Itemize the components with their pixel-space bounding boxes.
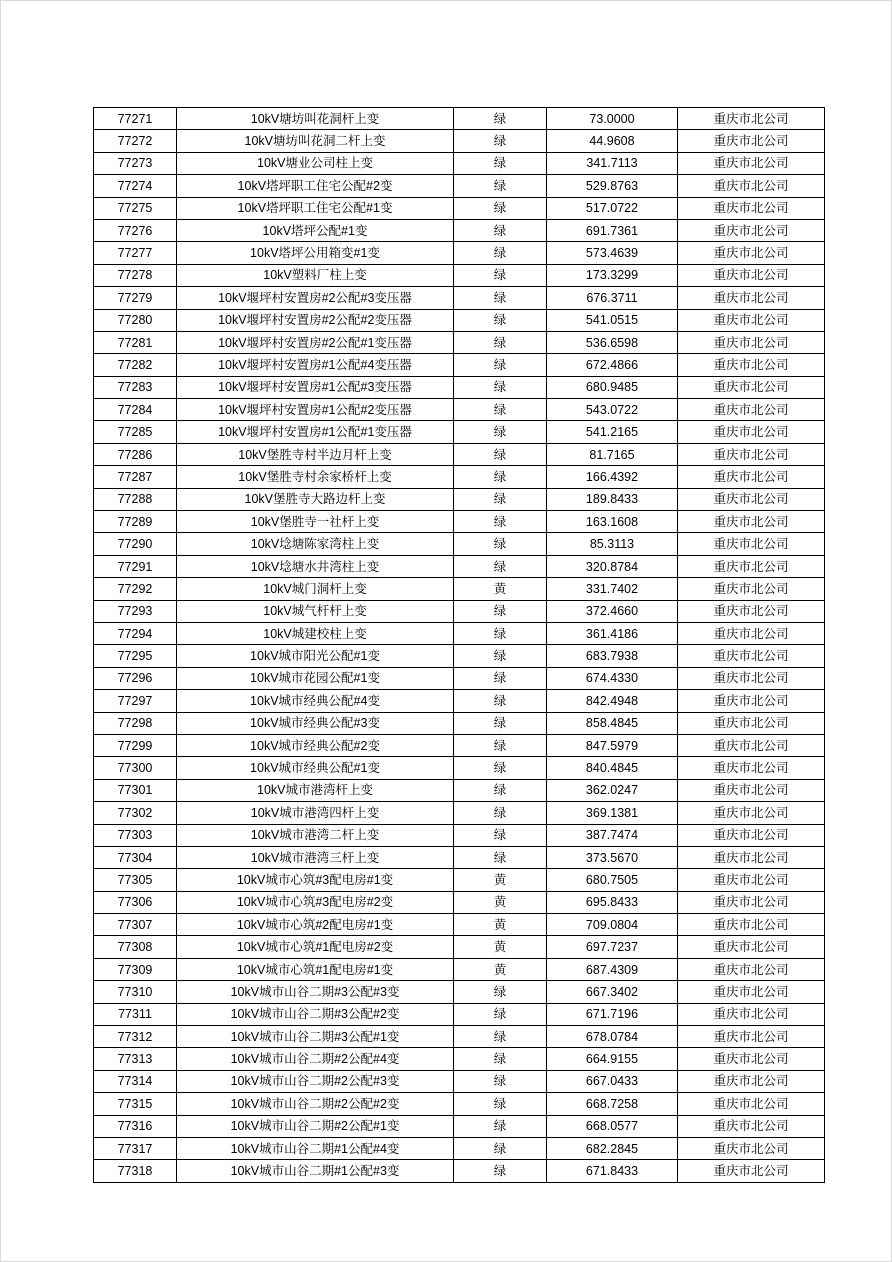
data-table-container [93, 107, 801, 1183]
table-row [94, 712, 825, 734]
cell-color: 绿 [454, 667, 547, 689]
table-row [94, 1093, 825, 1115]
cell-id: 77318 [94, 1160, 177, 1182]
cell-id: 77307 [94, 914, 177, 936]
table-row [94, 399, 825, 421]
table-row [94, 488, 825, 510]
cell-value: 387.7474 [547, 824, 678, 846]
cell-value: 517.0722 [547, 197, 678, 219]
cell-name: 10kV城市经典公配#4变 [177, 690, 454, 712]
table-row [94, 1070, 825, 1092]
table-row [94, 1048, 825, 1070]
cell-name: 10kV城市山谷二期#3公配#2变 [177, 1003, 454, 1025]
cell-value: 166.4392 [547, 466, 678, 488]
cell-color: 绿 [454, 1093, 547, 1115]
cell-name: 10kV埝塘陈家湾柱上变 [177, 533, 454, 555]
cell-value: 81.7165 [547, 443, 678, 465]
cell-color: 黄 [454, 869, 547, 891]
cell-company: 重庆市北公司 [678, 645, 825, 667]
cell-value: 361.4186 [547, 622, 678, 644]
cell-name: 10kV堰坪村安置房#1公配#4变压器 [177, 354, 454, 376]
cell-id: 77305 [94, 869, 177, 891]
cell-name: 10kV堰坪村安置房#2公配#3变压器 [177, 287, 454, 309]
cell-value: 536.6598 [547, 331, 678, 353]
table-row [94, 757, 825, 779]
cell-name: 10kV城市经典公配#1变 [177, 757, 454, 779]
table-row [94, 958, 825, 980]
table-row [94, 824, 825, 846]
cell-name: 10kV城市山谷二期#2公配#2变 [177, 1093, 454, 1115]
cell-id: 77317 [94, 1137, 177, 1159]
cell-name: 10kV城市心筑#1配电房#1变 [177, 958, 454, 980]
cell-id: 77279 [94, 287, 177, 309]
cell-color: 绿 [454, 287, 547, 309]
cell-color: 绿 [454, 264, 547, 286]
cell-value: 847.5979 [547, 734, 678, 756]
cell-color: 绿 [454, 645, 547, 667]
cell-color: 黄 [454, 936, 547, 958]
cell-id: 77308 [94, 936, 177, 958]
table-row [94, 242, 825, 264]
cell-color: 黄 [454, 958, 547, 980]
cell-name: 10kV城市山谷二期#3公配#1变 [177, 1026, 454, 1048]
table-row [94, 667, 825, 689]
cell-value: 44.9608 [547, 130, 678, 152]
cell-color: 绿 [454, 1160, 547, 1182]
table-row [94, 981, 825, 1003]
cell-id: 77277 [94, 242, 177, 264]
cell-company: 重庆市北公司 [678, 309, 825, 331]
cell-value: 320.8784 [547, 555, 678, 577]
cell-color: 绿 [454, 511, 547, 533]
cell-name: 10kV城市山谷二期#3公配#3变 [177, 981, 454, 1003]
cell-name: 10kV堰坪村安置房#1公配#2变压器 [177, 399, 454, 421]
cell-color: 绿 [454, 1026, 547, 1048]
cell-value: 697.7237 [547, 936, 678, 958]
transformer-data-table [93, 107, 825, 1183]
cell-value: 691.7361 [547, 219, 678, 241]
cell-id: 77292 [94, 578, 177, 600]
cell-color: 绿 [454, 555, 547, 577]
cell-company: 重庆市北公司 [678, 443, 825, 465]
cell-name: 10kV城建校柱上变 [177, 622, 454, 644]
cell-color: 绿 [454, 130, 547, 152]
cell-company: 重庆市北公司 [678, 757, 825, 779]
table-row [94, 645, 825, 667]
cell-id: 77276 [94, 219, 177, 241]
cell-id: 77310 [94, 981, 177, 1003]
cell-name: 10kV城市经典公配#3变 [177, 712, 454, 734]
cell-color: 绿 [454, 175, 547, 197]
cell-color: 绿 [454, 309, 547, 331]
cell-value: 373.5670 [547, 846, 678, 868]
cell-company: 重庆市北公司 [678, 734, 825, 756]
cell-id: 77297 [94, 690, 177, 712]
cell-value: 668.7258 [547, 1093, 678, 1115]
cell-value: 341.7113 [547, 152, 678, 174]
cell-color: 黄 [454, 578, 547, 600]
table-row [94, 891, 825, 913]
cell-id: 77278 [94, 264, 177, 286]
table-row [94, 622, 825, 644]
cell-color: 绿 [454, 242, 547, 264]
cell-color: 绿 [454, 1048, 547, 1070]
cell-color: 绿 [454, 399, 547, 421]
cell-name: 10kV塔坪职工住宅公配#2变 [177, 175, 454, 197]
cell-value: 678.0784 [547, 1026, 678, 1048]
cell-value: 85.3113 [547, 533, 678, 555]
cell-value: 667.3402 [547, 981, 678, 1003]
table-row [94, 421, 825, 443]
cell-name: 10kV城市心筑#1配电房#2变 [177, 936, 454, 958]
cell-name: 10kV城市山谷二期#2公配#3变 [177, 1070, 454, 1092]
table-row [94, 600, 825, 622]
cell-color: 绿 [454, 734, 547, 756]
cell-id: 77280 [94, 309, 177, 331]
table-row [94, 130, 825, 152]
table-row [94, 354, 825, 376]
cell-company: 重庆市北公司 [678, 1160, 825, 1182]
cell-id: 77287 [94, 466, 177, 488]
cell-value: 695.8433 [547, 891, 678, 913]
cell-company: 重庆市北公司 [678, 824, 825, 846]
table-row [94, 1160, 825, 1182]
cell-value: 543.0722 [547, 399, 678, 421]
cell-name: 10kV塔坪公配#1变 [177, 219, 454, 241]
cell-color: 绿 [454, 108, 547, 130]
cell-company: 重庆市北公司 [678, 1026, 825, 1048]
cell-company: 重庆市北公司 [678, 555, 825, 577]
cell-value: 668.0577 [547, 1115, 678, 1137]
cell-name: 10kV城市山谷二期#1公配#4变 [177, 1137, 454, 1159]
cell-value: 680.7505 [547, 869, 678, 891]
cell-color: 黄 [454, 891, 547, 913]
cell-id: 77290 [94, 533, 177, 555]
cell-company: 重庆市北公司 [678, 376, 825, 398]
cell-name: 10kV城门洞杆上变 [177, 578, 454, 600]
cell-id: 77293 [94, 600, 177, 622]
table-row [94, 175, 825, 197]
cell-id: 77285 [94, 421, 177, 443]
cell-name: 10kV堡胜寺一社杆上变 [177, 511, 454, 533]
cell-name: 10kV堰坪村安置房#1公配#3变压器 [177, 376, 454, 398]
cell-color: 绿 [454, 712, 547, 734]
table-row [94, 197, 825, 219]
table-body [94, 108, 825, 1183]
cell-company: 重庆市北公司 [678, 219, 825, 241]
cell-id: 77272 [94, 130, 177, 152]
cell-id: 77291 [94, 555, 177, 577]
cell-name: 10kV城市山谷二期#2公配#1变 [177, 1115, 454, 1137]
cell-id: 77298 [94, 712, 177, 734]
table-row [94, 108, 825, 130]
cell-color: 绿 [454, 779, 547, 801]
cell-company: 重庆市北公司 [678, 108, 825, 130]
cell-company: 重庆市北公司 [678, 287, 825, 309]
cell-name: 10kV堡胜寺村半边月杆上变 [177, 443, 454, 465]
cell-color: 绿 [454, 1115, 547, 1137]
cell-color: 绿 [454, 533, 547, 555]
cell-name: 10kV塘坊叫花洞二杆上变 [177, 130, 454, 152]
cell-id: 77294 [94, 622, 177, 644]
cell-company: 重庆市北公司 [678, 712, 825, 734]
cell-id: 77303 [94, 824, 177, 846]
cell-company: 重庆市北公司 [678, 869, 825, 891]
table-row [94, 846, 825, 868]
cell-value: 664.9155 [547, 1048, 678, 1070]
cell-id: 77313 [94, 1048, 177, 1070]
cell-name: 10kV城市山谷二期#2公配#4变 [177, 1048, 454, 1070]
table-row [94, 1026, 825, 1048]
cell-company: 重庆市北公司 [678, 936, 825, 958]
cell-value: 682.2845 [547, 1137, 678, 1159]
cell-name: 10kV城市山谷二期#1公配#3变 [177, 1160, 454, 1182]
cell-company: 重庆市北公司 [678, 399, 825, 421]
cell-id: 77283 [94, 376, 177, 398]
cell-color: 绿 [454, 802, 547, 824]
cell-value: 163.1608 [547, 511, 678, 533]
table-row [94, 309, 825, 331]
table-row [94, 936, 825, 958]
table-row [94, 802, 825, 824]
cell-name: 10kV城市经典公配#2变 [177, 734, 454, 756]
table-row [94, 264, 825, 286]
cell-company: 重庆市北公司 [678, 421, 825, 443]
cell-value: 541.0515 [547, 309, 678, 331]
cell-company: 重庆市北公司 [678, 533, 825, 555]
cell-company: 重庆市北公司 [678, 600, 825, 622]
cell-id: 77282 [94, 354, 177, 376]
cell-company: 重庆市北公司 [678, 511, 825, 533]
cell-color: 绿 [454, 466, 547, 488]
cell-value: 173.3299 [547, 264, 678, 286]
cell-value: 683.7938 [547, 645, 678, 667]
cell-name: 10kV城市港湾二杆上变 [177, 824, 454, 846]
cell-value: 840.4845 [547, 757, 678, 779]
cell-company: 重庆市北公司 [678, 690, 825, 712]
cell-id: 77314 [94, 1070, 177, 1092]
table-row [94, 869, 825, 891]
cell-id: 77306 [94, 891, 177, 913]
cell-name: 10kV堡胜寺村余家桥杆上变 [177, 466, 454, 488]
cell-company: 重庆市北公司 [678, 1003, 825, 1025]
table-row [94, 443, 825, 465]
cell-value: 676.3711 [547, 287, 678, 309]
cell-id: 77302 [94, 802, 177, 824]
cell-name: 10kV城市港湾杆上变 [177, 779, 454, 801]
cell-name: 10kV堰坪村安置房#2公配#1变压器 [177, 331, 454, 353]
cell-color: 绿 [454, 443, 547, 465]
cell-id: 77301 [94, 779, 177, 801]
cell-color: 绿 [454, 354, 547, 376]
cell-company: 重庆市北公司 [678, 331, 825, 353]
cell-value: 573.4639 [547, 242, 678, 264]
cell-id: 77271 [94, 108, 177, 130]
cell-value: 372.4660 [547, 600, 678, 622]
cell-id: 77296 [94, 667, 177, 689]
table-row [94, 466, 825, 488]
cell-value: 680.9485 [547, 376, 678, 398]
table-row [94, 287, 825, 309]
cell-value: 709.0804 [547, 914, 678, 936]
cell-company: 重庆市北公司 [678, 779, 825, 801]
cell-id: 77309 [94, 958, 177, 980]
cell-id: 77304 [94, 846, 177, 868]
table-row [94, 152, 825, 174]
cell-name: 10kV城市心筑#3配电房#2变 [177, 891, 454, 913]
cell-id: 77299 [94, 734, 177, 756]
cell-value: 842.4948 [547, 690, 678, 712]
cell-company: 重庆市北公司 [678, 622, 825, 644]
cell-name: 10kV城市心筑#3配电房#1变 [177, 869, 454, 891]
table-row [94, 779, 825, 801]
table-row [94, 690, 825, 712]
table-row [94, 734, 825, 756]
cell-name: 10kV塘业公司柱上变 [177, 152, 454, 174]
cell-value: 189.8433 [547, 488, 678, 510]
cell-name: 10kV城市心筑#2配电房#1变 [177, 914, 454, 936]
cell-value: 362.0247 [547, 779, 678, 801]
table-row [94, 331, 825, 353]
cell-color: 绿 [454, 690, 547, 712]
cell-id: 77315 [94, 1093, 177, 1115]
cell-id: 77281 [94, 331, 177, 353]
cell-value: 858.4845 [547, 712, 678, 734]
cell-color: 绿 [454, 331, 547, 353]
table-row [94, 555, 825, 577]
cell-color: 绿 [454, 846, 547, 868]
cell-name: 10kV塑料厂柱上变 [177, 264, 454, 286]
cell-value: 541.2165 [547, 421, 678, 443]
cell-value: 667.0433 [547, 1070, 678, 1092]
table-row [94, 1115, 825, 1137]
cell-name: 10kV塔坪公用箱变#1变 [177, 242, 454, 264]
cell-color: 黄 [454, 914, 547, 936]
cell-company: 重庆市北公司 [678, 1048, 825, 1070]
cell-company: 重庆市北公司 [678, 891, 825, 913]
cell-name: 10kV城市阳光公配#1变 [177, 645, 454, 667]
cell-company: 重庆市北公司 [678, 242, 825, 264]
table-row [94, 533, 825, 555]
cell-company: 重庆市北公司 [678, 578, 825, 600]
cell-company: 重庆市北公司 [678, 197, 825, 219]
cell-company: 重庆市北公司 [678, 981, 825, 1003]
cell-color: 绿 [454, 152, 547, 174]
cell-id: 77284 [94, 399, 177, 421]
table-row [94, 914, 825, 936]
cell-id: 77300 [94, 757, 177, 779]
cell-value: 369.1381 [547, 802, 678, 824]
table-row [94, 376, 825, 398]
table-row [94, 1137, 825, 1159]
cell-value: 671.8433 [547, 1160, 678, 1182]
cell-id: 77312 [94, 1026, 177, 1048]
cell-name: 10kV城市港湾三杆上变 [177, 846, 454, 868]
cell-color: 绿 [454, 197, 547, 219]
cell-company: 重庆市北公司 [678, 914, 825, 936]
cell-color: 绿 [454, 824, 547, 846]
cell-company: 重庆市北公司 [678, 130, 825, 152]
cell-company: 重庆市北公司 [678, 802, 825, 824]
cell-company: 重庆市北公司 [678, 846, 825, 868]
cell-name: 10kV埝塘水井湾柱上变 [177, 555, 454, 577]
table-row [94, 578, 825, 600]
cell-name: 10kV塘坊叫花洞杆上变 [177, 108, 454, 130]
cell-value: 529.8763 [547, 175, 678, 197]
cell-color: 绿 [454, 376, 547, 398]
cell-name: 10kV城市港湾四杆上变 [177, 802, 454, 824]
cell-name: 10kV城气杆杆上变 [177, 600, 454, 622]
cell-color: 绿 [454, 600, 547, 622]
cell-id: 77275 [94, 197, 177, 219]
cell-id: 77311 [94, 1003, 177, 1025]
cell-value: 672.4866 [547, 354, 678, 376]
cell-id: 77273 [94, 152, 177, 174]
cell-company: 重庆市北公司 [678, 264, 825, 286]
table-row [94, 511, 825, 533]
cell-value: 687.4309 [547, 958, 678, 980]
cell-company: 重庆市北公司 [678, 667, 825, 689]
cell-color: 绿 [454, 622, 547, 644]
cell-color: 绿 [454, 421, 547, 443]
cell-value: 73.0000 [547, 108, 678, 130]
cell-company: 重庆市北公司 [678, 488, 825, 510]
cell-color: 绿 [454, 757, 547, 779]
cell-color: 绿 [454, 1070, 547, 1092]
cell-color: 绿 [454, 1137, 547, 1159]
table-row [94, 1003, 825, 1025]
cell-id: 77274 [94, 175, 177, 197]
cell-id: 77295 [94, 645, 177, 667]
cell-color: 绿 [454, 1003, 547, 1025]
cell-id: 77288 [94, 488, 177, 510]
cell-company: 重庆市北公司 [678, 1115, 825, 1137]
cell-id: 77289 [94, 511, 177, 533]
cell-name: 10kV塔坪职工住宅公配#1变 [177, 197, 454, 219]
cell-company: 重庆市北公司 [678, 354, 825, 376]
cell-value: 671.7196 [547, 1003, 678, 1025]
cell-name: 10kV城市花园公配#1变 [177, 667, 454, 689]
cell-company: 重庆市北公司 [678, 175, 825, 197]
cell-value: 674.4330 [547, 667, 678, 689]
cell-company: 重庆市北公司 [678, 1093, 825, 1115]
cell-name: 10kV堡胜寺大路边杆上变 [177, 488, 454, 510]
cell-color: 绿 [454, 219, 547, 241]
cell-company: 重庆市北公司 [678, 958, 825, 980]
cell-name: 10kV堰坪村安置房#1公配#1变压器 [177, 421, 454, 443]
cell-id: 77316 [94, 1115, 177, 1137]
cell-company: 重庆市北公司 [678, 1137, 825, 1159]
cell-color: 绿 [454, 981, 547, 1003]
cell-company: 重庆市北公司 [678, 152, 825, 174]
cell-company: 重庆市北公司 [678, 1070, 825, 1092]
cell-value: 331.7402 [547, 578, 678, 600]
cell-company: 重庆市北公司 [678, 466, 825, 488]
cell-name: 10kV堰坪村安置房#2公配#2变压器 [177, 309, 454, 331]
cell-id: 77286 [94, 443, 177, 465]
table-row [94, 219, 825, 241]
cell-color: 绿 [454, 488, 547, 510]
